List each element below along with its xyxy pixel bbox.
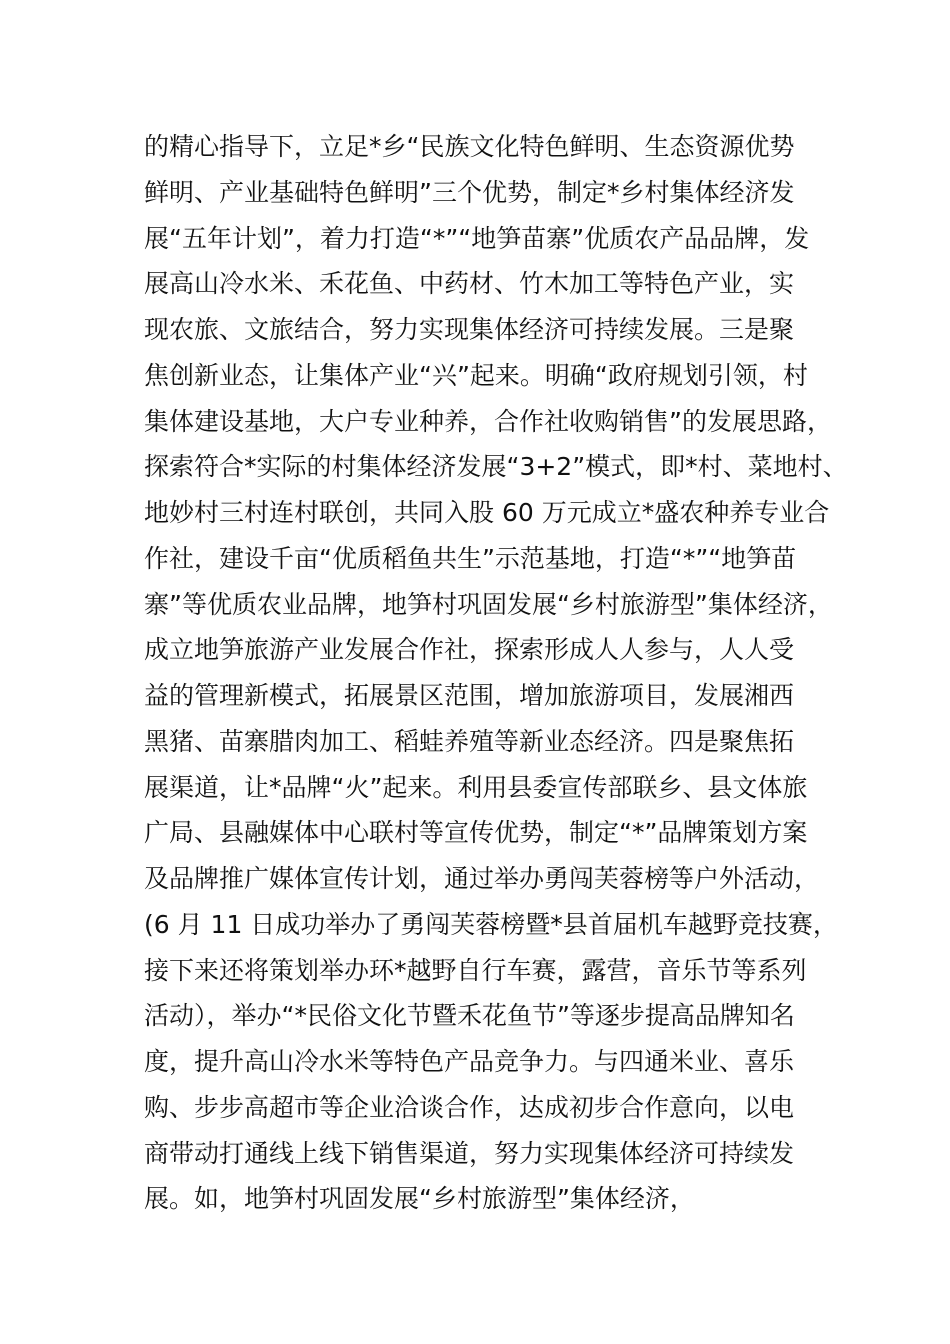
text-line: 寨”等优质农业品牌，地笋村巩固发展“乡村旅游型”集体经济，: [144, 589, 833, 619]
text-line: 成立地笋旅游产业发展合作社，探索形成人人参与，人人受: [144, 635, 795, 665]
text-line: 展渠道，让*品牌“火”起来。利用县委宣传部联乡、县文体旅: [144, 772, 808, 802]
text-line: 鲜明、产业基础特色鲜明”三个优势，制定*乡村集体经济发: [144, 177, 795, 207]
text-line: 广局、县融媒体中心联村等宣传优势，制定“*”品牌策划方案: [144, 818, 808, 848]
text-line: 商带动打通线上线下销售渠道，努力实现集体经济可持续发: [144, 1138, 795, 1168]
text-line: 益的管理新模式，拓展景区范围，增加旅游项目，发展湘西: [144, 681, 795, 710]
text-line: 接下来还将策划举办环*越野自行车赛，露营，音乐节等系列: [144, 955, 807, 985]
text-line: 展。如，地笋村巩固发展“乡村旅游型”集体经济，: [144, 1184, 695, 1214]
text-line: 黑猪、苗寨腊肉加工、稻蛙养殖等新业态经济。四是聚焦拓: [144, 726, 795, 756]
text-line: 现农旅、文旅结合，努力实现集体经济可持续发展。三是聚: [144, 315, 795, 344]
text-line: 地妙村三村连村联创，共同入股 60 万元成立*盛农种养专业合: [144, 498, 830, 527]
text-line: 展高山冷水米、禾花鱼、中药材、竹木加工等特色产业，实: [144, 269, 795, 299]
text-line: 作社，建设千亩“优质稻鱼共生”示范基地，打造“*”“地笋苗: [144, 543, 797, 573]
text-line: 探索符合*实际的村集体经济发展“3+2”模式，即*村、菜地村、: [144, 452, 848, 482]
text-line: 集体建设基地，大户专业种养，合作社收购销售”的发展思路，: [144, 406, 832, 436]
text-line: 活动），举办“*民俗文化节暨禾花鱼节”等逐步提高品牌知名: [144, 1001, 795, 1031]
text-line: 的精心指导下，立足*乡“民族文化特色鲜明、生态资源优势: [144, 132, 795, 161]
text-line: 购、步步高超市等企业洽谈合作，达成初步合作意向，以电: [144, 1092, 795, 1122]
text-line: (6 月 11 日成功举办了勇闯芙蓉榜暨*县首届机车越野竞技赛，: [144, 909, 838, 939]
text-line: 度，提升高山冷水米等特色产品竞争力。与四通米业、喜乐: [144, 1047, 795, 1076]
text-line: 焦创新业态，让集体产业“兴”起来。明确“政府规划引领，村: [144, 360, 808, 390]
text-line: 展“五年计划”，着力打造“*”“地笋苗寨”优质农产品品牌，发: [144, 223, 810, 253]
body-paragraph: [144, 124, 848, 1222]
text-line: 及品牌推广媒体宣传计划，通过举办勇闯芙蓉榜等户外活动，: [144, 864, 820, 893]
